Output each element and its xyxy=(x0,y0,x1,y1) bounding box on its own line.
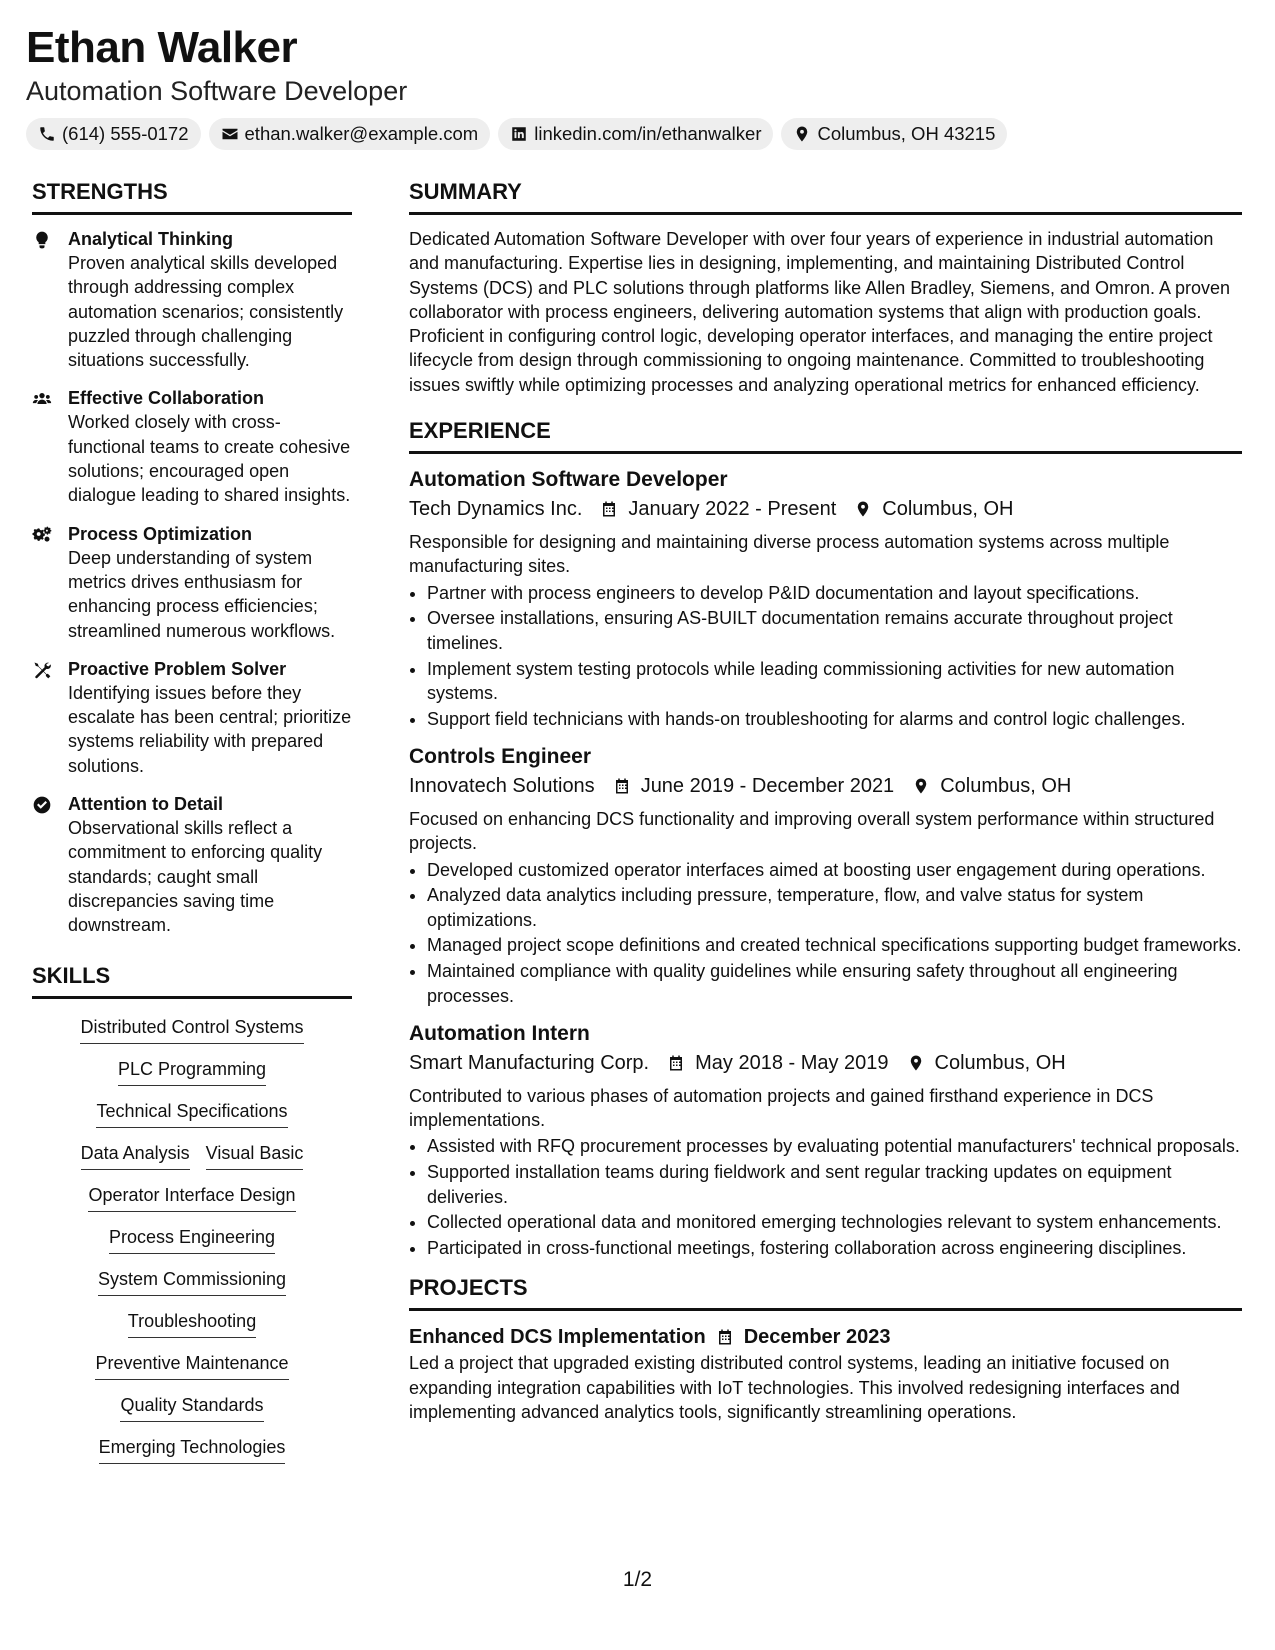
job-entry xyxy=(409,743,1242,1008)
candidate-title: Automation Software Developer xyxy=(26,76,408,106)
job-bullet: • Oversee installations, ensuring AS-BUILT documentation remains accurate throughout project timelines. xyxy=(427,606,1242,655)
right-column xyxy=(409,178,1242,1424)
calendar-icon xyxy=(716,1328,734,1346)
strength-desc: Worked closely with cross-functional teams to create cohesive solutions; encouraged open dialogue leading to shared insights. xyxy=(68,412,351,506)
job-entry xyxy=(409,1020,1242,1261)
job-description: Responsible for designing and maintaining diverse process automation systems across multiple manufacturing sites. xyxy=(409,532,1170,577)
project-header xyxy=(409,1323,1242,1351)
strength-desc: Identifying issues before they escalate has been central; prioritize systems reliability with prepared solutions. xyxy=(68,682,352,776)
job-location: Columbus, OH xyxy=(882,498,1014,521)
users-icon xyxy=(32,389,52,409)
job-bullets xyxy=(409,1134,1242,1260)
strength-item xyxy=(32,386,352,507)
contact-location-text: Columbus, OH 43215 xyxy=(817,123,996,144)
job-location: Columbus, OH xyxy=(940,774,1072,797)
strength-desc: Observational skills reflect a commitment to enforcing quality standards; caught small discrepancies saving time downstream. xyxy=(68,818,323,936)
job-meta xyxy=(409,494,1242,524)
lightbulb-icon xyxy=(32,230,52,250)
job-bullets xyxy=(409,581,1242,731)
strength-title: Effective Collaboration xyxy=(68,388,265,409)
summary-text: Dedicated Automation Software Developer with over four years of experience in industrial automation and manufacturing. Expertise lies in designing, implementing, and maintaining Distributed Control Systems (DCS) and PLC solutions through platforms like Allen Bradley, Siemens, and Omron. A proven collaborator with process engineers, delivering automation systems that align with production goals. Proficient in configuring control logic, developing operator interfaces, and managing the entire project lifecycle from design through commissioning to ongoing maintenance. Committed to troubleshooting issues swiftly while optimizing processes and analyzing operational metrics for enhanced efficiency. xyxy=(409,229,1231,395)
job-description: Focused on enhancing DCS functionality and improving overall system performance within structured projects. xyxy=(409,808,1215,854)
check-circle-icon xyxy=(32,795,52,815)
contact-phone[interactable] xyxy=(26,118,201,150)
skills-heading: SKILLS xyxy=(32,962,352,999)
calendar-icon xyxy=(667,1054,685,1072)
job-location: Columbus, OH xyxy=(934,1051,1066,1074)
calendar-icon xyxy=(613,777,631,795)
projects-heading: PROJECTS xyxy=(409,1274,1242,1311)
map-pin-icon xyxy=(912,777,930,795)
strength-item xyxy=(32,522,352,643)
project-description: Led a project that upgraded existing distributed control systems, leading an initiative focused on expanding integration capabilities with IoT technologies. This involved redesigning interfaces and implementing advanced analytics tools, significantly streamlining operations. xyxy=(409,1353,1180,1422)
job-bullet: • Participated in cross-functional meetings, fostering collaboration across engineering disciplines. xyxy=(427,1236,1242,1260)
strength-item xyxy=(32,792,352,937)
job-title: Automation Intern xyxy=(409,1021,590,1045)
map-pin-icon xyxy=(854,500,872,518)
job-bullet: • Support field technicians with hands-on troubleshooting for alarms and control logic challenges. xyxy=(427,707,1242,731)
job-bullet: • Implement system testing protocols while leading commissioning activities for new automation systems. xyxy=(427,657,1242,706)
contact-linkedin[interactable] xyxy=(498,118,773,150)
contact-email-text: ethan.walker@example.com xyxy=(244,123,479,144)
job-bullet: • Partner with process engineers to develop P&ID documentation and layout specifications. xyxy=(427,581,1242,605)
strength-title: Process Optimization xyxy=(68,523,253,544)
job-title: Controls Engineer xyxy=(409,744,592,768)
envelope-icon xyxy=(221,125,239,143)
linkedin-icon xyxy=(510,125,528,143)
skill-tag: Data Analysis xyxy=(81,1141,190,1170)
tools-icon xyxy=(32,660,52,680)
page-number: 1/2 xyxy=(622,1568,653,1591)
skill-tag: Troubleshooting xyxy=(128,1309,256,1338)
job-bullet: • Supported installation teams during fieldwork and sent regular tracking updates on equipment deliveries. xyxy=(427,1160,1242,1209)
summary-heading: SUMMARY xyxy=(409,178,1242,215)
skill-tag: PLC Programming xyxy=(118,1057,266,1086)
job-dates: June 2019 - December 2021 xyxy=(640,774,895,797)
calendar-icon xyxy=(600,500,618,518)
phone-icon xyxy=(38,125,56,143)
contact-email[interactable] xyxy=(209,118,491,150)
job-meta xyxy=(409,1048,1242,1078)
skill-tag: Preventive Maintenance xyxy=(95,1351,288,1380)
job-bullet: • Developed customized operator interfaces aimed at boosting user engagement during operations. xyxy=(427,858,1242,882)
strength-desc: Deep understanding of system metrics drives enthusiasm for enhancing process efficiencies; streamlined numerous workflows. xyxy=(68,547,336,641)
project-entry xyxy=(409,1323,1242,1424)
job-bullet: • Assisted with RFQ procurement processes by evaluating potential manufacturers' technical proposals. xyxy=(427,1134,1242,1158)
skill-tag: Technical Specifications xyxy=(96,1099,287,1128)
job-bullet: • Analyzed data analytics including pressure, temperature, flow, and valve status for system optimizations. xyxy=(427,883,1242,932)
strength-item xyxy=(32,227,352,372)
left-column xyxy=(32,178,352,1464)
project-date: December 2023 xyxy=(743,1326,891,1349)
strength-title: Analytical Thinking xyxy=(68,229,234,249)
contact-phone-text: (614) 555-0172 xyxy=(62,123,189,144)
contact-linkedin-text: linkedin.com/in/ethanwalker xyxy=(534,123,762,144)
candidate-name: Ethan Walker xyxy=(26,23,298,72)
skill-tag: System Commissioning xyxy=(98,1267,286,1296)
skill-tag: Distributed Control Systems xyxy=(80,1015,303,1044)
skill-tag: Operator Interface Design xyxy=(88,1183,295,1212)
job-bullet: • Managed project scope definitions and created technical specifications supporting budget frameworks. xyxy=(427,933,1242,957)
job-title: Automation Software Developer xyxy=(409,468,728,492)
strength-title: Attention to Detail xyxy=(68,794,223,815)
skill-tag: Quality Standards xyxy=(120,1393,263,1422)
gears-icon xyxy=(32,525,52,545)
skills-list xyxy=(32,1011,352,1464)
strengths-heading: STRENGTHS xyxy=(32,178,352,215)
job-company: Smart Manufacturing Corp. xyxy=(409,1051,650,1074)
job-description: Contributed to various phases of automation projects and gained firsthand experience in DCS implementations. xyxy=(409,1085,1154,1131)
job-dates: May 2018 - May 2019 xyxy=(695,1051,889,1074)
job-bullet: • Collected operational data and monitored emerging technologies relevant to system enhancements. xyxy=(427,1210,1242,1234)
project-title: Enhanced DCS Implementation xyxy=(409,1326,706,1349)
contact-bar xyxy=(26,118,1249,150)
resume-header xyxy=(26,22,1249,150)
job-dates: January 2022 - Present xyxy=(628,498,837,521)
job-bullets xyxy=(409,858,1242,1008)
strength-item xyxy=(32,657,352,778)
job-meta xyxy=(409,771,1242,801)
job-entry xyxy=(409,466,1242,731)
experience-heading: EXPERIENCE xyxy=(409,417,1242,454)
job-bullet: • Maintained compliance with quality guidelines while ensuring safety throughout all engineering processes. xyxy=(427,959,1242,1008)
skill-tag: Process Engineering xyxy=(109,1225,275,1254)
map-pin-icon xyxy=(793,125,811,143)
job-company: Tech Dynamics Inc. xyxy=(409,498,583,521)
skill-tag: Visual Basic xyxy=(206,1141,304,1170)
contact-location[interactable] xyxy=(781,118,1007,150)
strength-title: Proactive Problem Solver xyxy=(68,658,287,679)
job-company: Innovatech Solutions xyxy=(409,774,595,797)
map-pin-icon xyxy=(907,1054,925,1072)
skill-tag: Emerging Technologies xyxy=(99,1435,286,1464)
strength-desc: Proven analytical skills developed through addressing complex automation scenarios; consistently puzzled through challenging situations successfully. xyxy=(68,253,344,371)
